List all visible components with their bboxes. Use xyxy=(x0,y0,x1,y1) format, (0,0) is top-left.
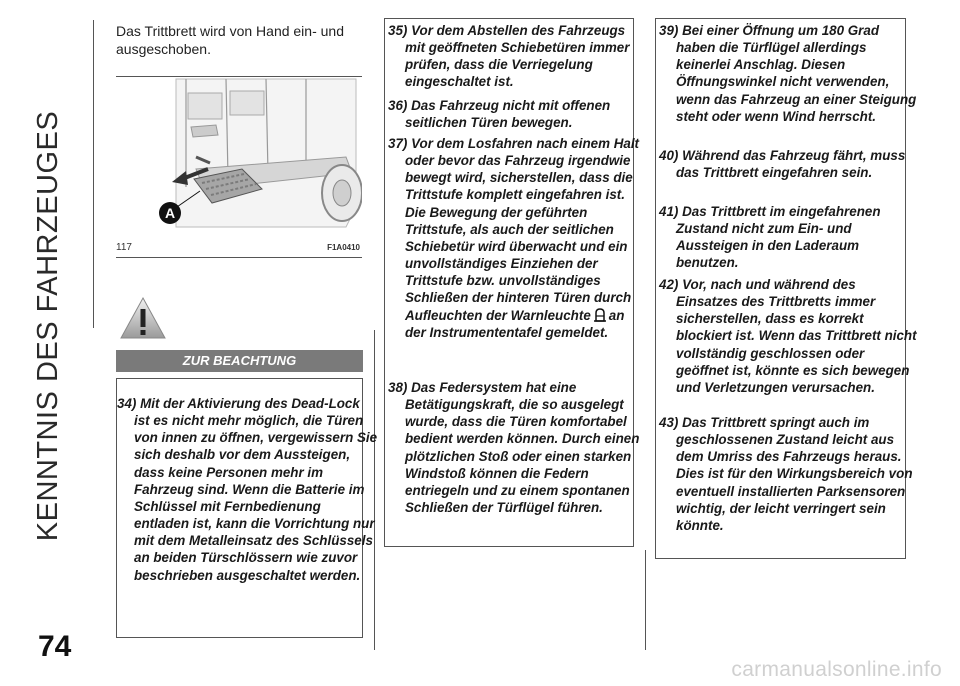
figure-117 xyxy=(116,76,362,258)
note-37 xyxy=(388,135,645,341)
note-35: 35) Vor dem Abstellen des Fahrzeugs mit geöffneten Schiebetüren immer prüfen, dass die Verriegelung eingeschaltet ist. xyxy=(388,23,630,90)
sidebar-rule xyxy=(93,20,94,328)
warning-heading: ZUR BEACHTUNG xyxy=(116,350,363,372)
note-40: 40) Während das Fahrzeug fährt, muss das Trittbrett eingefahren sein. xyxy=(659,148,906,181)
note-34: 34) Mit der Aktivierung des Dead-Lock ist es nicht mehr möglich, die Türen von innen zu öffnen, vergewissern Sie sich deshalb vor dem Aussteigen, dass keine Personen mehr im Fahrzeug sind. Wenn die Batterie im Schlüssel mit Fernbedienung entladen ist, kann die Vorrichtung nur mit dem Metalleinsatz des Schlüssels an beiden Türschlössern wie zuvor beschrieben ausgeschaltet werden. xyxy=(117,396,378,583)
figure-number: 117 xyxy=(116,242,132,253)
note-37-text-after: an der Instrumententafel gemeldet. xyxy=(405,307,625,340)
note-37-text-before: 37) Vor dem Losfahren nach einem Halt oder bevor das Fahrzeug irgendwie bewegt wird, sicherstellen, dass die Trittstufe komplett eingefahren ist. Die Bewegung der geführten Trittstufe, als auch der seitlichen Schiebetür wird überwacht und ein unvollständiges Einziehen der Trittstufe bzw. unvollständiges Schließen der hinteren Türen durch Aufleuchten der Warnleuchte xyxy=(388,136,640,323)
note-43: 43) Das Trittbrett springt auch im geschlossenen Zustand leicht aus dem Umriss des Fahrzeugs heraus. Dies ist für den Wirkungsbereich von eventuell installierten Parksensoren wichtig, der leicht verringert sein könnte. xyxy=(659,415,913,533)
column-rule-2 xyxy=(645,550,646,650)
note-42: 42) Vor, nach und während des Einsatzes des Trittbretts immer sicherstellen, dass es korrekt blockiert ist. Wenn das Trittbrett nicht vollständig geschlossen oder geöffnet ist, könnte es sich bewegen und Verletzungen verursachen. xyxy=(659,277,917,395)
page-number: 74 xyxy=(38,630,72,663)
callout-a: A xyxy=(164,205,176,221)
note-39: 39) Bei einer Öffnung um 180 Grad haben die Türflügel allerdings keinerlei Anschlag. Diesen Öffnungswinkel nicht verwenden, wenn das Fahrzeug an einer Steigung steht oder wenn Wind herrscht. xyxy=(659,23,917,124)
watermark: carmanualsonline.info xyxy=(731,658,942,681)
note-38: 38) Das Federsystem hat eine Betätigungskraft, die so ausgelegt wurde, dass die Türen komfortabel bedient werden können. Durch einen plötzlichen Stoß oder einen starken Windstoß können die Federn entriegeln und zu einem spontanen Schließen der Türflügel führen. xyxy=(388,380,640,516)
intro-paragraph: Das Trittbrett wird von Hand ein- und ausgeschoben. xyxy=(116,23,344,57)
note-41: 41) Das Trittbrett im eingefahrenen Zustand nicht zum Ein- und Aussteigen in den Laderaum benutzen. xyxy=(659,204,881,271)
van-step-illustration xyxy=(116,77,362,257)
door-open-warning-icon xyxy=(593,308,607,322)
section-title-vertical: KENNTNIS DES FAHRZEUGES xyxy=(32,110,64,542)
note-36: 36) Das Fahrzeug nicht mit offenen seitlichen Türen bewegen. xyxy=(388,98,611,131)
warning-triangle-icon xyxy=(119,296,167,340)
figure-code: F1A0410 xyxy=(327,243,360,252)
